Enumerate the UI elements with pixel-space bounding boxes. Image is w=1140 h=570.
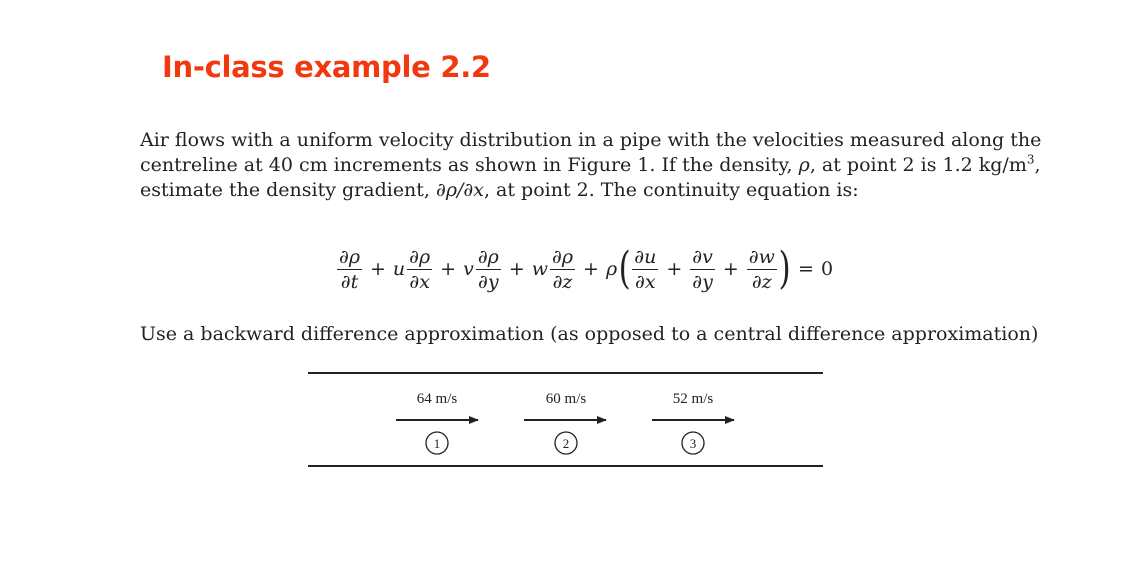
- var-u: u: [392, 258, 406, 280]
- denominator: ∂z: [552, 270, 573, 293]
- numerator: ∂ρ: [339, 245, 360, 268]
- exponent: 3: [1026, 152, 1035, 167]
- plus-operator: +: [666, 258, 683, 280]
- numerator: ∂ρ: [477, 245, 499, 268]
- left-paren: (: [618, 243, 631, 294]
- denominator: ∂x: [635, 270, 656, 293]
- numerator: ∂ρ: [409, 245, 431, 268]
- var-w: w: [531, 258, 549, 280]
- equals-operator: =: [798, 258, 814, 280]
- point-label-2: 2: [562, 436, 570, 451]
- problem-line-1: Air flows with a uniform velocity distribution in a pipe with the velocities measured along the: [140, 129, 1042, 151]
- zero: 0: [820, 258, 834, 280]
- point-label-1: 1: [433, 436, 441, 451]
- denominator: ∂x: [409, 270, 430, 293]
- velocity-label-2: 60 m/s: [545, 391, 587, 407]
- denominator: ∂y: [692, 270, 713, 293]
- denominator: ∂z: [751, 270, 772, 293]
- problem-text: estimate the density gradient,: [140, 179, 430, 201]
- problem-text: ,: [1034, 154, 1041, 176]
- var-v: v: [463, 258, 474, 280]
- problem-text: , at point 2. The continuity equation is:: [483, 179, 859, 201]
- density-gradient: ∂ρ/∂x: [436, 179, 484, 201]
- rho-symbol: ρ: [798, 154, 810, 176]
- plus-operator: +: [583, 258, 599, 280]
- plus-operator: +: [508, 258, 525, 280]
- denominator: ∂t: [340, 270, 359, 293]
- right-paren: ): [778, 243, 791, 294]
- plus-operator: +: [370, 258, 386, 280]
- velocity-label-3: 52 m/s: [672, 391, 714, 407]
- plus-operator: +: [440, 258, 457, 280]
- denominator: ∂y: [478, 270, 499, 293]
- numerator: ∂u: [634, 245, 657, 268]
- numerator: ∂w: [748, 245, 775, 268]
- plus-operator: +: [722, 258, 739, 280]
- var-rho: ρ: [605, 258, 618, 280]
- method-note: Use a backward difference approximation (as opposed to a central difference approximation): [140, 323, 1039, 345]
- slide-title: In-class example 2.2: [162, 50, 491, 84]
- velocity-label-1: 64 m/s: [416, 391, 458, 407]
- point-label-3: 3: [689, 436, 697, 451]
- numerator: ∂ρ: [552, 245, 574, 268]
- problem-text: , at point 2 is 1.2 kg/m: [809, 154, 1027, 176]
- numerator: ∂v: [692, 245, 713, 268]
- problem-text: centreline at 40 cm increments as shown in Figure 1. If the density,: [140, 154, 793, 176]
